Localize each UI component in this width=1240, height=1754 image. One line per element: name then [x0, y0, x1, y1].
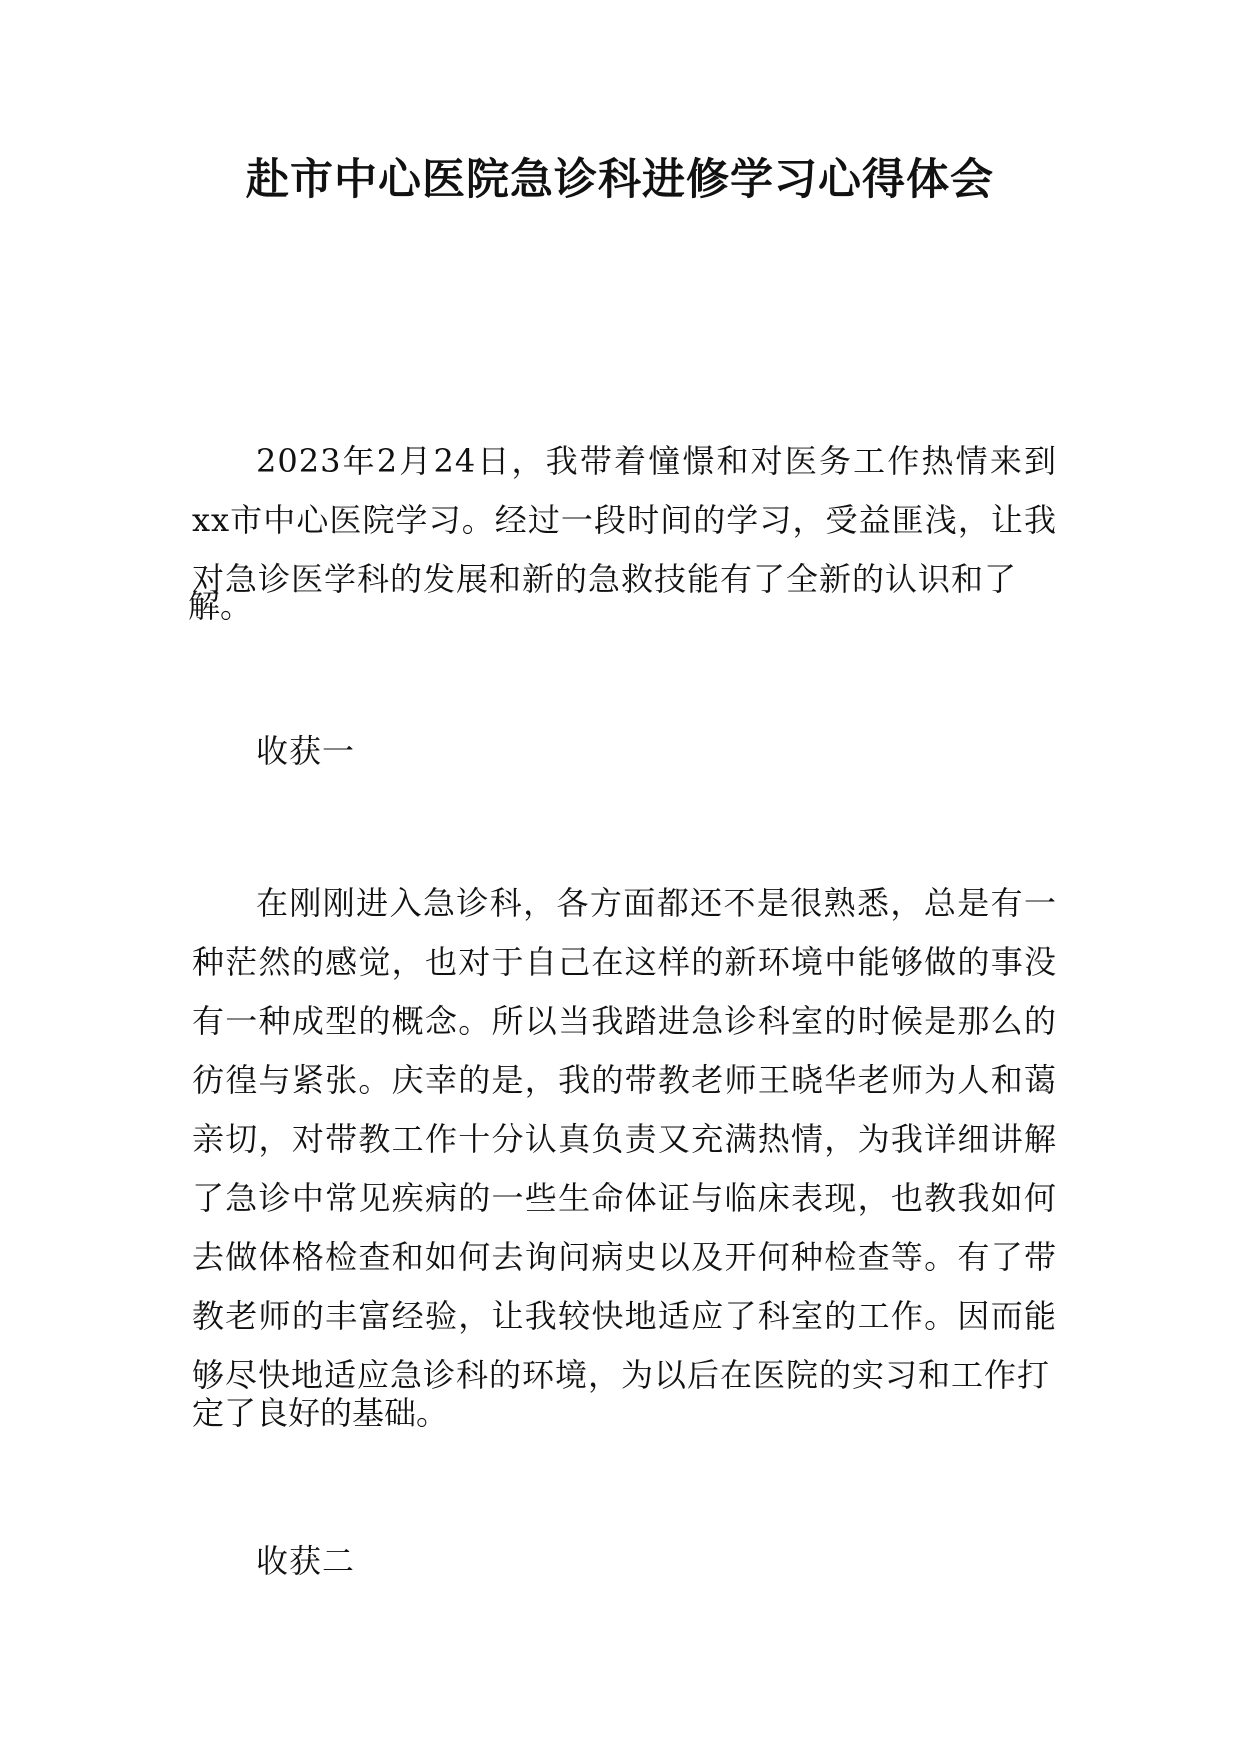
intro-paragraph: 2023年2月24日，我带着憧憬和对医务工作热情来到 xx市中心医院学习。经过一段时间的学习，受益匪浅，让我 对急诊医学科的发展和新的急救技能有了全新的认识和了 — [192, 442, 1057, 598]
intro-paragraph-tail: 解。 — [188, 587, 253, 625]
section-heading-2: 收获二 — [256, 1542, 356, 1580]
section-1-paragraph-tail: 定了良好的基础。 — [192, 1394, 449, 1432]
section-1-paragraph: 在刚刚进入急诊科，各方面都还不是很熟悉，总是有一种茫然的感觉，也对于自己在这样的新环境中能够做的事没有一种成型的概念。所以当我踏进急诊科室的时候是那么的彷徨与紧张。庆幸的是，我的带教老师王晓华老师为人和蔼亲切，对带教工作十分认真负责又充满热情，为我详细讲解了急诊中常见疾病的一些生命体证与临床表现，也教我如何去做体格检查和如何去询问病史以及开何种检查等。有了带教老师的丰富经验，让我较快地适应了科室的工作。因而能够尽快地适应急诊科的环境，为以后在医院的实习和工作打 — [192, 884, 1057, 1394]
section-heading-1: 收获一 — [256, 732, 356, 770]
document-title: 赴市中心医院急诊科进修学习心得体会 — [246, 155, 994, 205]
